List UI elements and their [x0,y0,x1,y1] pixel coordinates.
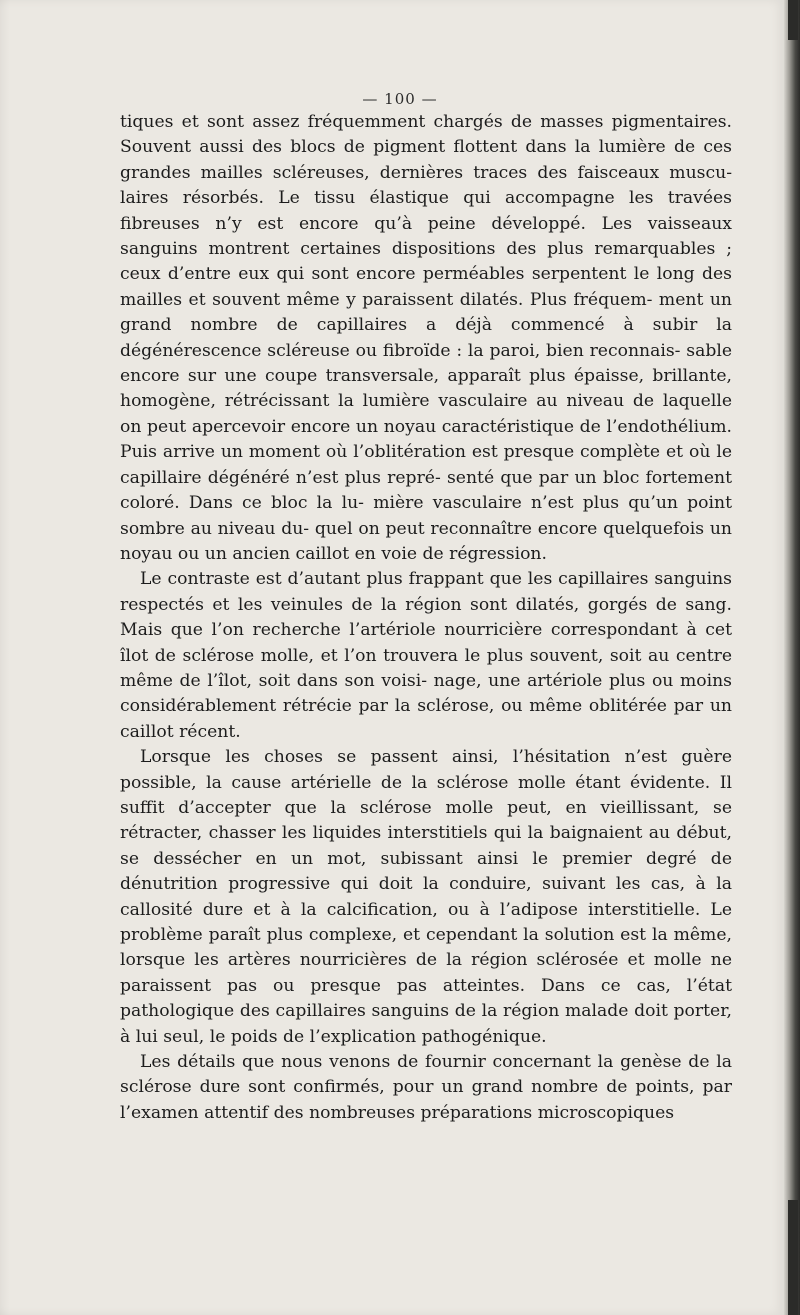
paragraph-2: Le contraste est d’autant plus frappant que les capillaires sanguins respectés et les veinules de la région sont dilatés, gorgés de sang. Mais que l’on recherche l’artériole nourricière correspondant à cet îlot de sclérose molle, et l’on trouvera le plus souvent, soit au centre même de l’îlot, soit dans son voisi- nage, une artériole plus ou moins considérablement rétrécie par la sclérose, ou même oblitérée par un caillot récent. [120,569,732,742]
page-number: — 100 — [362,90,438,108]
binding-shadow-top [788,0,798,40]
body-text [120,110,732,1126]
paragraph-1: tiques et sont assez fréquemment chargés de masses pigmentaires. Souvent aussi des blocs de pigment flottent dans la lumière de ces grandes mailles scléreuses, dernières traces des faisceaux muscu- laires résorbés. Le tissu élastique qui accompagne les travées fibreuses n’y est encore qu’à peine développé. Les vaisseaux sanguins montrent certaines dispositions des plus remarquables ; ceux d’entre eux qui sont encore perméables serpentent le long des mailles et souvent même y paraissent dilatés. Plus fréquem- ment un grand nombre de capillaires a déjà commencé à subir la dégénérescence scléreuse ou fibroïde : la paroi, bien reconnais- sable encore sur une coupe transversale, apparaît plus épaisse, brillante, homogène, rétrécissant la lumière vasculaire au niveau de laquelle on peut apercevoir encore un noyau caractéristique de l’endothélium. Puis arrive un moment où l’oblitération est presque complète et où le capillaire dégénéré n’est plus repré- senté que par un bloc fortement coloré. Dans ce bloc la lu- mière vasculaire n’est plus qu’un point sombre au niveau du- quel on peut reconnaître encore quelquefois un noyau ou un ancien caillot en voie de régression. [120,112,732,564]
paragraph-4: Les détails que nous venons de fournir concernant la genèse de la sclérose dure sont confirmés, pour un grand nombre de points, par l’examen attentif des nombreuses préparations microscopiques [120,1052,732,1123]
binding-shadow-bottom [788,1200,798,1315]
page-edge-shadow [0,0,10,1315]
book-binding-edge [784,0,800,1315]
paragraph-3: Lorsque les choses se passent ainsi, l’hésitation n’est guère possible, la cause artérielle de la sclérose molle étant évidente. Il suffit d’accepter que la sclérose molle peut, en vieillissant, se rétracter, chasser les liquides interstitiels qui la baignaient au début, se dessécher en un mot, subissant ainsi le premier degré de dénutrition progressive qui doit la conduire, suivant les cas, à la callosité dure et à la calcification, ou à l’adipose interstitielle. Le problème paraît plus complexe, et cependant la solution est la même, lorsque les artères nourricières de la région sclérosée et molle ne paraissent pas ou presque pas atteintes. Dans ce cas, l’état pathologique des capillaires sanguins de la région malade doit porter, à lui seul, le poids de l’explication pathogénique. [120,747,732,1047]
